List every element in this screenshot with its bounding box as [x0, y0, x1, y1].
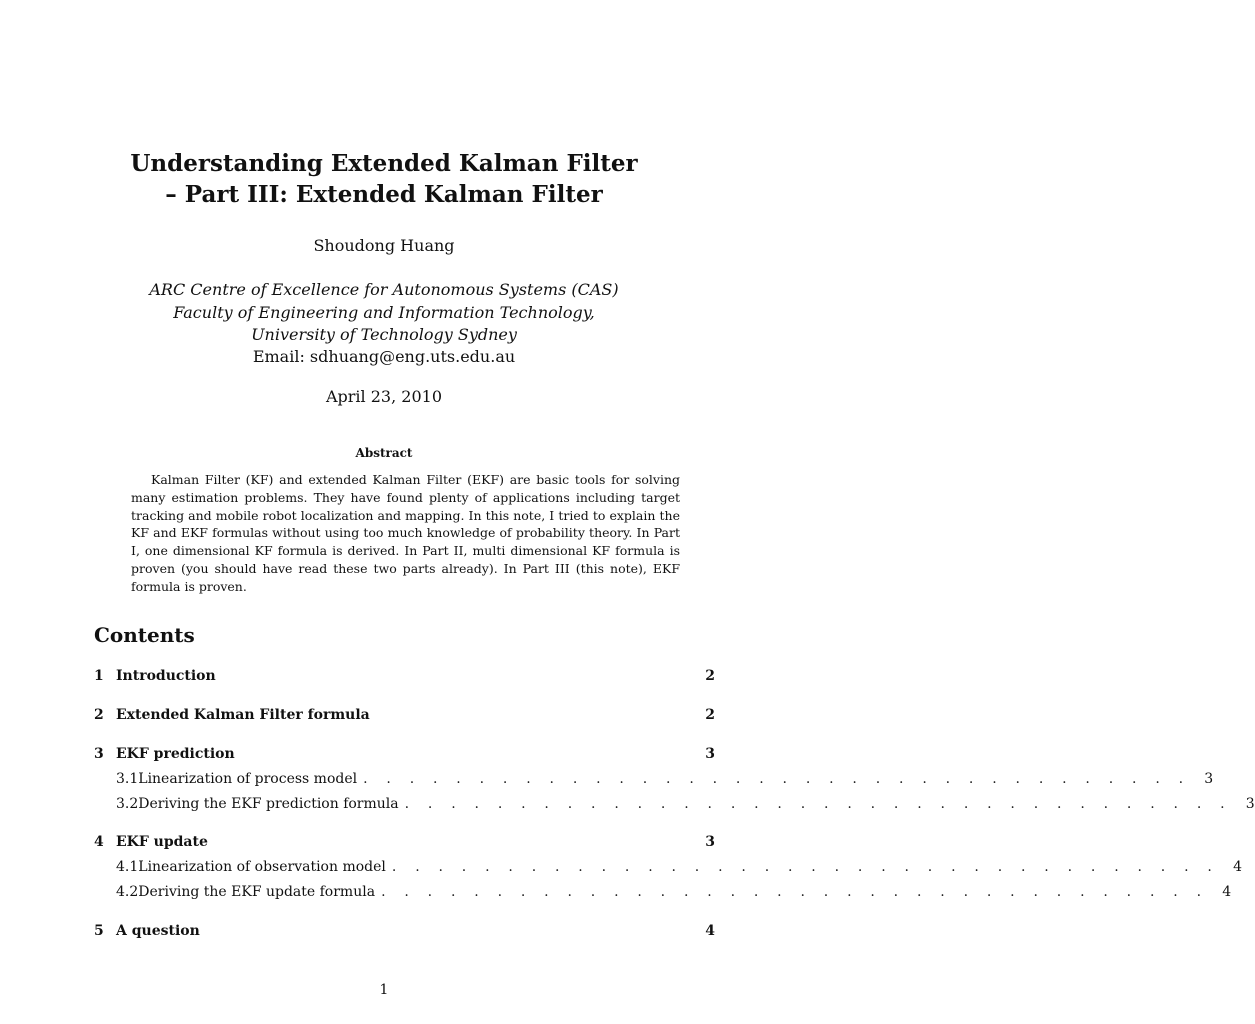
toc-number: 3 [94, 746, 104, 762]
abstract-heading: Abstract [355, 446, 413, 460]
toc-leader-dots: . . . . . . . . . . . . . . . . . . . . . . . . . . . . . . . . . . . . [391, 859, 1220, 875]
toc-subentry[interactable] [116, 771, 1214, 791]
toc-page: 2 [705, 668, 715, 684]
affiliation-line-3: University of Technology Sydney [251, 325, 517, 344]
toc-title: A question [116, 923, 200, 939]
toc-subentry[interactable] [116, 859, 1242, 879]
toc-page: 3 [705, 746, 715, 762]
toc-number: 3.1 [116, 771, 139, 787]
toc-title: Introduction [116, 668, 216, 684]
toc-number: 5 [94, 923, 104, 939]
paper-title-line1: Understanding Extended Kalman Filter [130, 150, 638, 177]
author-name: Shoudong Huang [313, 236, 455, 255]
toc-number: 4 [94, 834, 104, 850]
toc-title: Deriving the EKF update formula [138, 884, 376, 900]
toc-entry[interactable] [94, 746, 715, 766]
toc-page: 3 [1204, 771, 1214, 787]
toc-page: 4 [1233, 859, 1242, 875]
toc-page: 3 [1245, 796, 1255, 812]
toc-leader-dots: . . . . . . . . . . . . . . . . . . . . . . . . . . . . . . . . . . . . [381, 884, 1209, 900]
toc-number: 3.2 [116, 796, 139, 812]
toc-entry[interactable] [94, 668, 715, 688]
toc-number: 4.2 [116, 884, 139, 900]
toc-title: Extended Kalman Filter formula [116, 707, 370, 723]
affiliation-line-2: Faculty of Engineering and Information Technology, [173, 303, 595, 322]
contents-heading: Contents [94, 623, 195, 647]
toc-entry[interactable] [94, 923, 715, 943]
toc-title: Deriving the EKF prediction formula [138, 796, 399, 812]
toc-title: Linearization of process model [138, 771, 358, 787]
toc-page: 2 [705, 707, 715, 723]
abstract-text: Kalman Filter (KF) and extended Kalman Filter (EKF) are basic tools for solving many estimation problems. They have found plenty of applications including target tracking and mobile robot localization and mapping. In this note, I tried to explain the KF and EKF formulas without using too much knowledge of probability theory. In Part I, one dimensional KF formula is derived. In Part II, multi dimensional KF formula is proven (you should have read these two parts already). In Part III (this note), EKF formula is proven. [131, 472, 680, 594]
toc-leader-dots: . . . . . . . . . . . . . . . . . . . . . . . . . . . . . . . . . . . . [363, 771, 1191, 787]
toc-title: EKF update [116, 834, 208, 850]
toc-page: 3 [705, 834, 715, 850]
toc-number: 4.1 [116, 859, 139, 875]
toc-entry[interactable] [94, 834, 715, 854]
toc-subentry[interactable] [116, 796, 1255, 816]
toc-number: 1 [94, 668, 104, 684]
toc-page: 4 [1222, 884, 1232, 900]
toc-leader-dots: . . . . . . . . . . . . . . . . . . . . . . . . . . . . . . . . . . . . [404, 796, 1232, 812]
toc-title: EKF prediction [116, 746, 235, 762]
affiliation-line-1: ARC Centre of Excellence for Autonomous Systems (CAS) [149, 280, 619, 299]
toc-subentry[interactable] [116, 884, 1232, 904]
paper-title-line2: – Part III: Extended Kalman Filter [165, 181, 603, 208]
toc-title: Linearization of observation model [138, 859, 386, 875]
paper-date: April 23, 2010 [325, 387, 442, 406]
author-email: Email: sdhuang@eng.uts.edu.au [252, 347, 516, 366]
toc-page: 4 [705, 923, 715, 939]
toc-entry[interactable] [94, 707, 715, 727]
toc-number: 2 [94, 707, 104, 723]
page-number: 1 [379, 982, 389, 998]
